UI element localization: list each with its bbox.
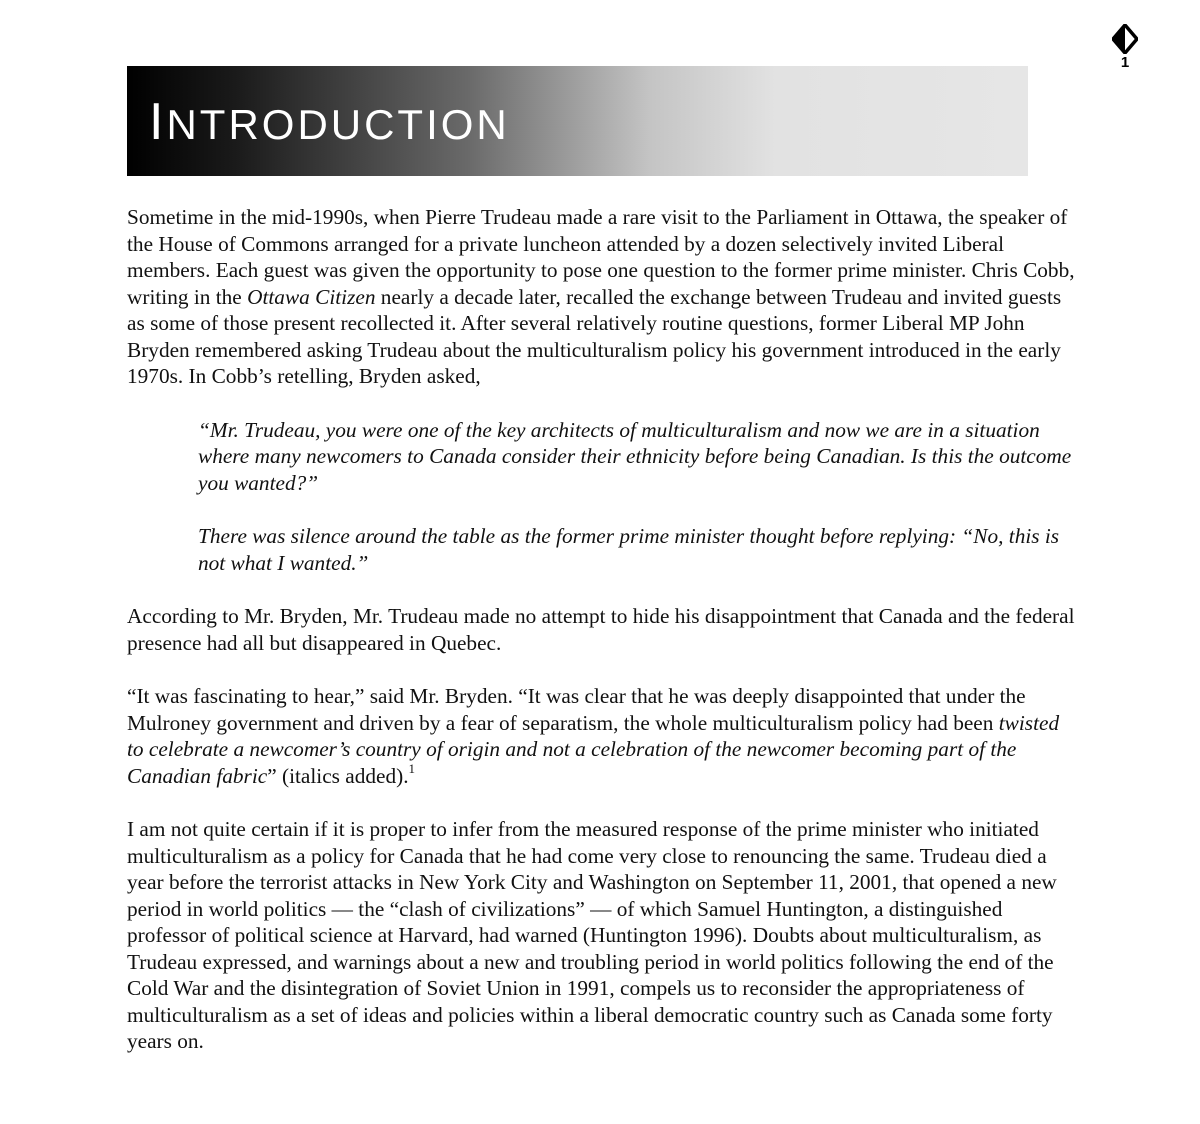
page-number: 1 <box>1120 54 1130 71</box>
footnote-marker[interactable]: 1 <box>408 760 416 776</box>
body-text <box>127 204 1077 1082</box>
quote-question: “Mr. Trudeau, you were one of the key architects of multiculturalism and now we are in a situation where many newcomers to Canada consider their ethnicity before being Canadian. Is this the outcome you wanted?” <box>198 417 1072 495</box>
paragraph-3-italic: twisted to celebrate a newcomer’s country of origin and not a celebration of the newcomer becoming part of the Canadian fabric <box>127 710 1060 788</box>
paragraph-1-text-b: nearly a decade later, recalled the exchange between Trudeau and invited guests as some of those present recollected it. After several relatively routine questions, former Liberal MP John Bryden remembered asking Trudeau about the multiculturalism policy his government introduced in the early 1970s. In Cobb’s retelling, Bryden asked, <box>127 284 1062 388</box>
quote-reply: There was silence around the table as the former prime minister thought before replying: “No, this is not what I wanted.” <box>198 524 1060 575</box>
publication-name: Ottawa Citizen <box>247 284 376 309</box>
chapter-title <box>149 92 510 155</box>
chapter-marker-icon <box>1112 24 1138 54</box>
block-quote <box>198 417 1077 577</box>
paragraph-3 <box>127 683 1077 789</box>
paragraph-3-text-a: “It was fascinating to hear,” said Mr. Bryden. “It was clear that he was deeply disappointed that under the Mulroney government and driven by a fear of separatism, the whole multiculturalism policy had been <box>127 684 1026 735</box>
chapter-banner <box>127 66 1028 176</box>
paragraph-1 <box>127 204 1077 390</box>
chapter-title-initial: I <box>149 93 167 151</box>
paragraph-1-text-a: Sometime in the mid-1990s, when Pierre Trudeau made a rare visit to the Parliament in Ottawa, the speaker of the House of Commons arranged for a private luncheon attended by a dozen selectively invited Liberal members. Each guest was given the opportunity to pose one question to the former prime minister. Chris Cobb, writing in the <box>127 205 1075 309</box>
paragraph-2: According to Mr. Bryden, Mr. Trudeau made no attempt to hide his disappointment that Canada and the federal presence had all but disappeared in Quebec. <box>127 604 1075 655</box>
page-marker <box>1108 24 1142 70</box>
paragraph-4: I am not quite certain if it is proper to infer from the measured response of the prime minister who initiated multiculturalism as a policy for Canada that he had come very close to renouncing the same. Trudeau died a year before the terrorist attacks in New York City and Washington on September 11, 2001, that opened a new period in world politics — the “clash of civilizations” — of which Samuel Huntington, a distinguished professor of political science at Harvard, had warned (Huntington 1996). Doubts about multiculturalism, as Trudeau expressed, and warnings about a new and troubling period in world politics following the end of the Cold War and the disintegration of Soviet Union in 1991, compels us to reconsider the appropriateness of multiculturalism as a set of ideas and policies within a liberal democratic country such as Canada some forty years on. <box>127 817 1057 1053</box>
paragraph-3-text-b: ” (italics added). <box>267 763 409 788</box>
chapter-title-rest: NTRODUCTION <box>166 101 510 148</box>
